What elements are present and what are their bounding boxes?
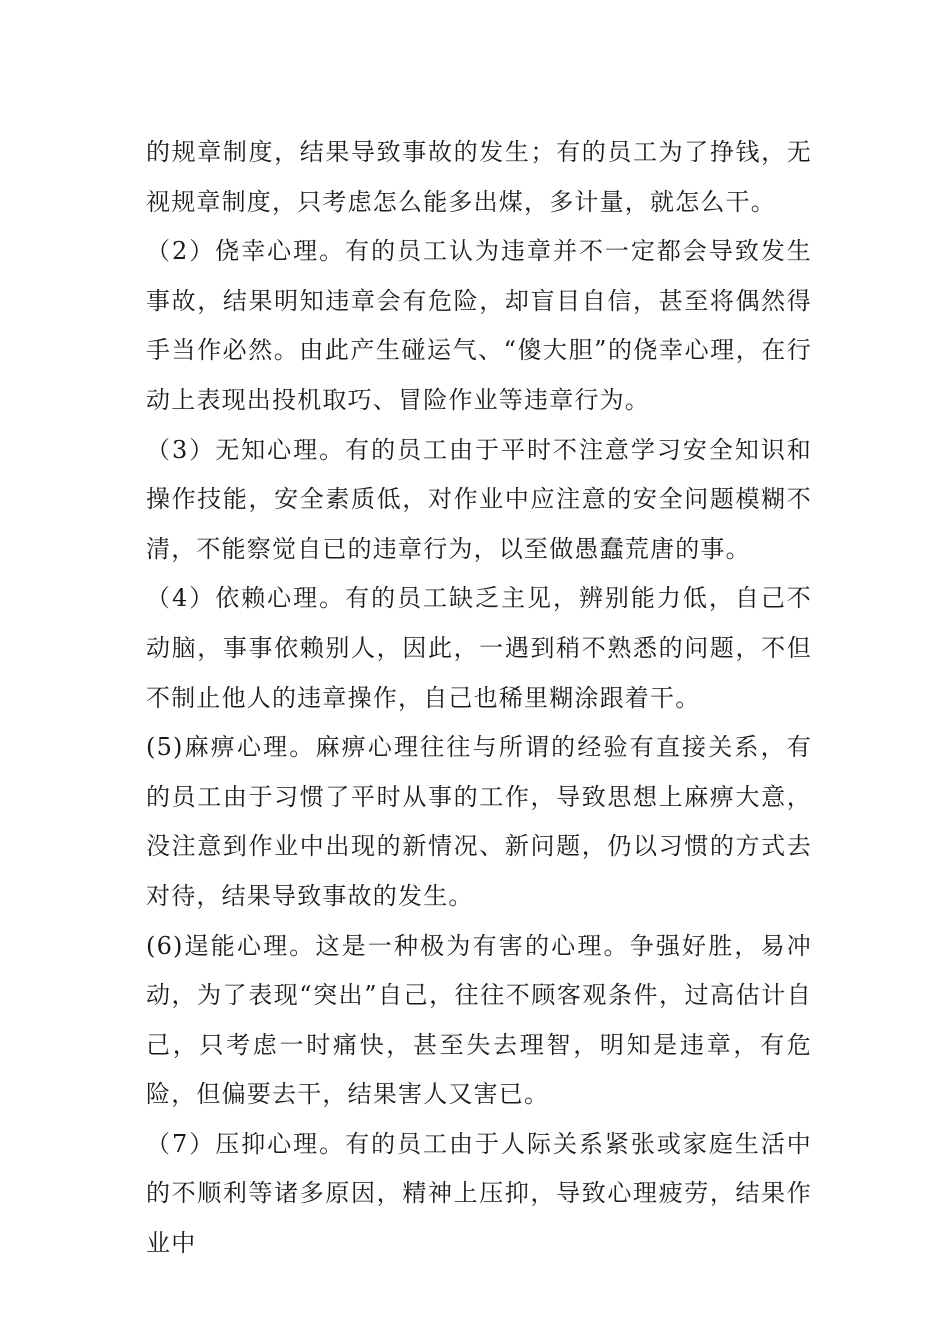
paragraph-luck-mentality: （2）侥幸心理。有的员工认为违章并不一定都会导致发生事故，结果明知违章会有危险，却盲目自信，甚至将偶然得手当作必然。由此产生碰运气、“傻大胆”的侥幸心理，在行动上表现出投机取巧、冒险作业等违章行为。 [146, 237, 812, 414]
paragraph-depression-mentality: （7）压抑心理。有的员工由于人际关系紧张或家庭生活中的不顺利等诸多原因，精神上压抑，导致心理疲劳，结果作业中 [146, 1129, 812, 1258]
paragraph-numbness-mentality: (5)麻痹心理。麻痹心理往往与所谓的经验有直接关系，有的员工由于习惯了平时从事的工作，导致思想上麻痹大意，没注意到作业中出现的新情况、新问题，仍以习惯的方式去对待，结果导致事故的发生。 [146, 733, 812, 910]
paragraph-continuation: 的规章制度，结果导致事故的发生；有的员工为了挣钱，无视规章制度，只考虑怎么能多出煤，多计量，就怎么干。 [146, 138, 812, 216]
paragraph-ignorance-mentality: （3）无知心理。有的员工由于平时不注意学习安全知识和操作技能，安全素质低，对作业中应注意的安全问题模糊不清，不能察觉自已的违章行为，以至做愚蠢荒唐的事。 [146, 435, 812, 563]
paragraph-dependence-mentality: （4）依赖心理。有的员工缺乏主见，辨别能力低，自己不动脑，事事依赖别人，因此，一遇到稍不熟悉的问题，不但不制止他人的违章操作，自己也稀里糊涂跟着干。 [146, 584, 812, 712]
paragraph-showoff-mentality: (6)逞能心理。这是一种极为有害的心理。争强好胜，易冲动，为了表现“突出”自己，往往不顾客观条件，过高估计自己，只考虑一时痛快，甚至失去理智，明知是违章，有危险，但偏要去干，结果害人又害已。 [146, 931, 812, 1109]
document-body [146, 128, 812, 1269]
